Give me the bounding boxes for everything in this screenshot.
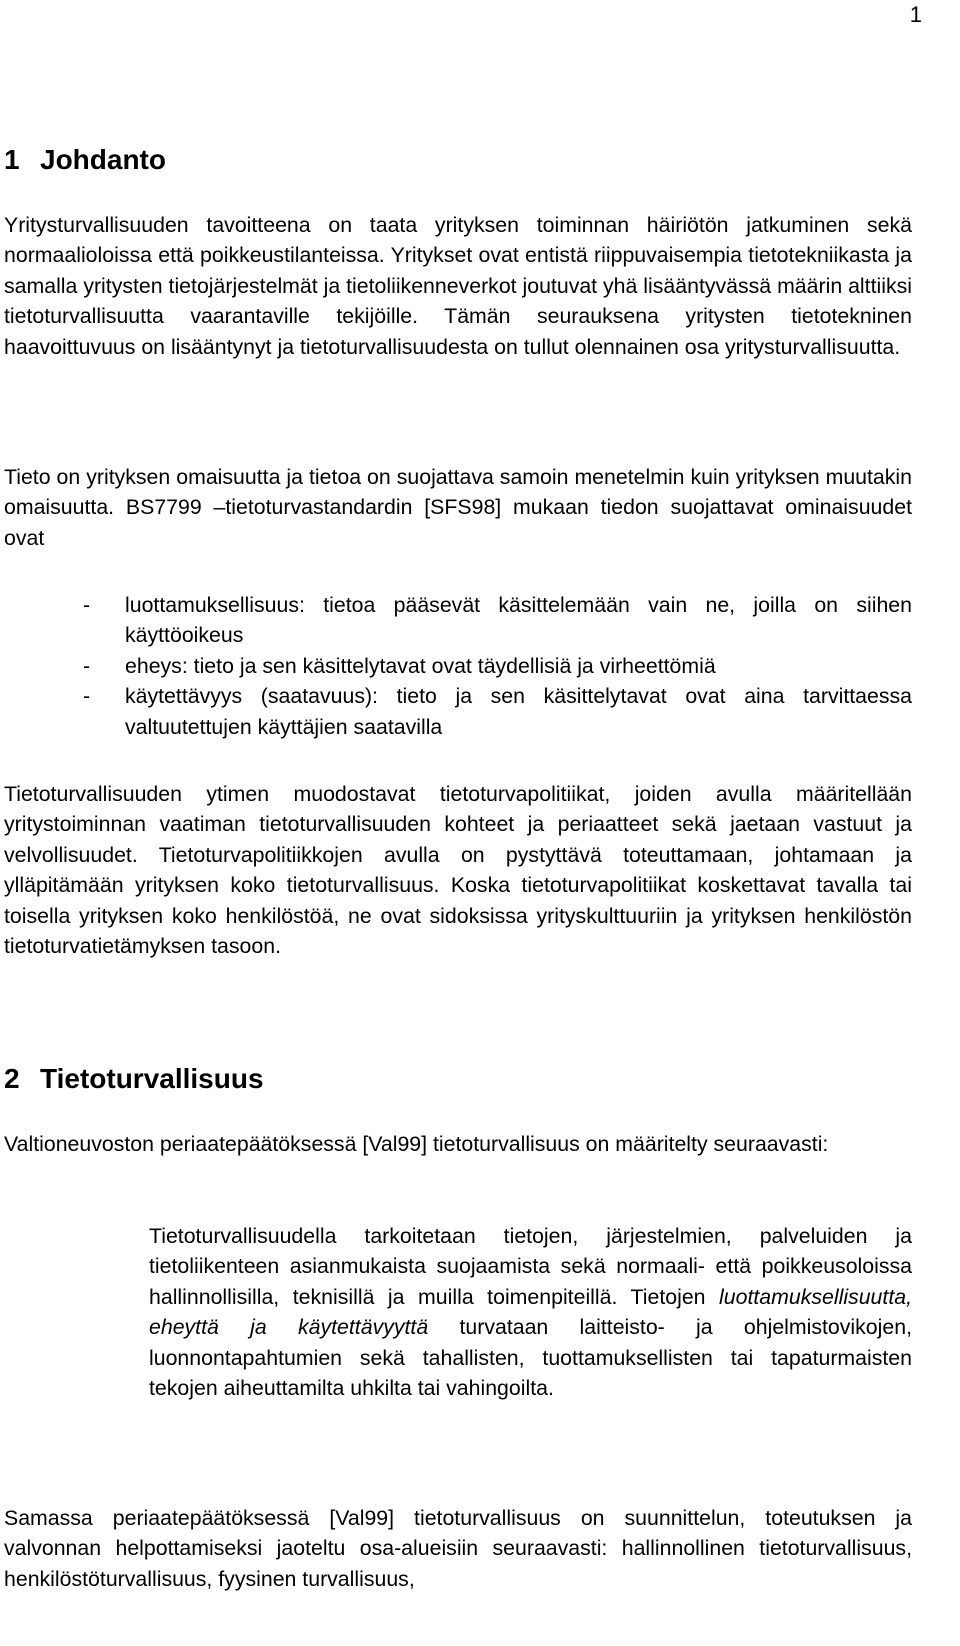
page-number: 1 <box>909 2 922 27</box>
list-item-text: eheys: tieto ja sen käsittelytavat ovat täydellisiä ja virheettömiä <box>125 653 716 678</box>
list-item <box>4 651 912 681</box>
quote-text-end: turvataan laitteisto- ja ohjelmistovikojen, luonnontapahtumien sekä tahallisten, tuottamuksellisten tai tapaturmaisten tekojen aiheuttamilta uhkilta tai vahingoilta. <box>149 1315 912 1401</box>
section-title: Tietoturvallisuus <box>40 1063 264 1094</box>
section-heading-johdanto <box>4 142 166 178</box>
list-item-text: käytettävyys (saatavuus): tieto ja sen käsittelytavat ovat aina tarvittaessa valtuutettujen käyttäjien saatavilla <box>125 684 912 739</box>
protected-properties-list <box>4 590 912 742</box>
list-item <box>4 590 912 651</box>
intro-paragraph-3: Tietoturvallisuuden ytimen muodostavat tietoturvapolitiikat, joiden avulla määritellään yritystoiminnan vaatiman tietoturvallisuuden kohteet ja periaatteet sekä jaetaan vastuut ja velvollisuudet. Tietoturvapolitiikkojen avulla on pystyttävä toteuttamaan, johtamaan ja ylläpitämään yrityksen koko tietoturvallisuus. Koska tietoturvapolitiikat koskettavat tavalla tai toisella yrityksen koko henkilöstöä, ne ovat sidoksissa yrityskulttuuriin ja yrityksen henkilöstön tietoturvatietämyksen tasoon. <box>4 782 912 959</box>
list-item-text: luottamuksellisuus: tietoa pääsevät käsittelemään vain ne, joilla on siihen käyttöoikeus <box>125 593 912 648</box>
bullet-dash: - <box>83 653 91 678</box>
security-paragraph-1: Valtioneuvoston periaatepäätöksessä [Val99] tietoturvallisuus on määritelty seuraavasti: <box>4 1132 829 1156</box>
bullet-dash: - <box>83 684 91 709</box>
section-heading-tietoturvallisuus <box>4 1061 264 1097</box>
intro-paragraph-1: Yritysturvallisuuden tavoitteena on taata yrityksen toiminnan häiriötön jatkuminen sekä normaalioloissa että poikkeustilanteissa. Yritykset ovat entistä riippuvaisempia tietotekniikasta ja samalla yritysten tietojärjestelmät ja tietoliikenneverkot joutuvat yhä lisääntyvässä määrin alttiiksi tietoturvallisuutta vaarantaville tekijöille. Tämän seurauksena yritysten tietotekninen haavoittuvuus on lisääntynyt ja tietoturvallisuudesta on tullut olennainen osa yritysturvallisuutta. <box>4 213 912 359</box>
section-title: Johdanto <box>40 144 166 175</box>
bullet-dash: - <box>83 593 91 617</box>
quote-emphasis: luottamuksellisuutta, eheyttä ja käytettävyyttä <box>149 1284 912 1340</box>
security-paragraph-2: Samassa periaatepäätöksessä [Val99] tietoturvallisuus on suunnittelun, toteutuksen ja valvonnan helpottamiseksi jaoteltu osa-alueisiin seuraavasti: hallinnollinen tietoturvallisuus, henkilöstöturvallisuus, fyysinen turvallisuus, <box>4 1506 912 1591</box>
section-number: 2 <box>4 1063 20 1094</box>
section-number: 1 <box>4 144 20 175</box>
definition-quote <box>149 1221 912 1403</box>
intro-paragraph-2: Tieto on yrityksen omaisuutta ja tietoa on suojattava samoin menetelmin kuin yrityksen muutakin omaisuutta. BS7799 –tietoturvastandardin [SFS98] mukaan tiedon suojattavat ominaisuudet ovat <box>4 465 912 550</box>
list-item <box>4 681 912 742</box>
quote-text-start: Tietoturvallisuudella tarkoitetaan tietojen, järjestelmien, palveluiden ja tietoliikenteen asianmukaista suojaamista sekä normaali- että poikkeusoloissa hallinnollisilla, teknisillä ja muilla toimenpiteillä. Tietojen <box>149 1224 912 1309</box>
